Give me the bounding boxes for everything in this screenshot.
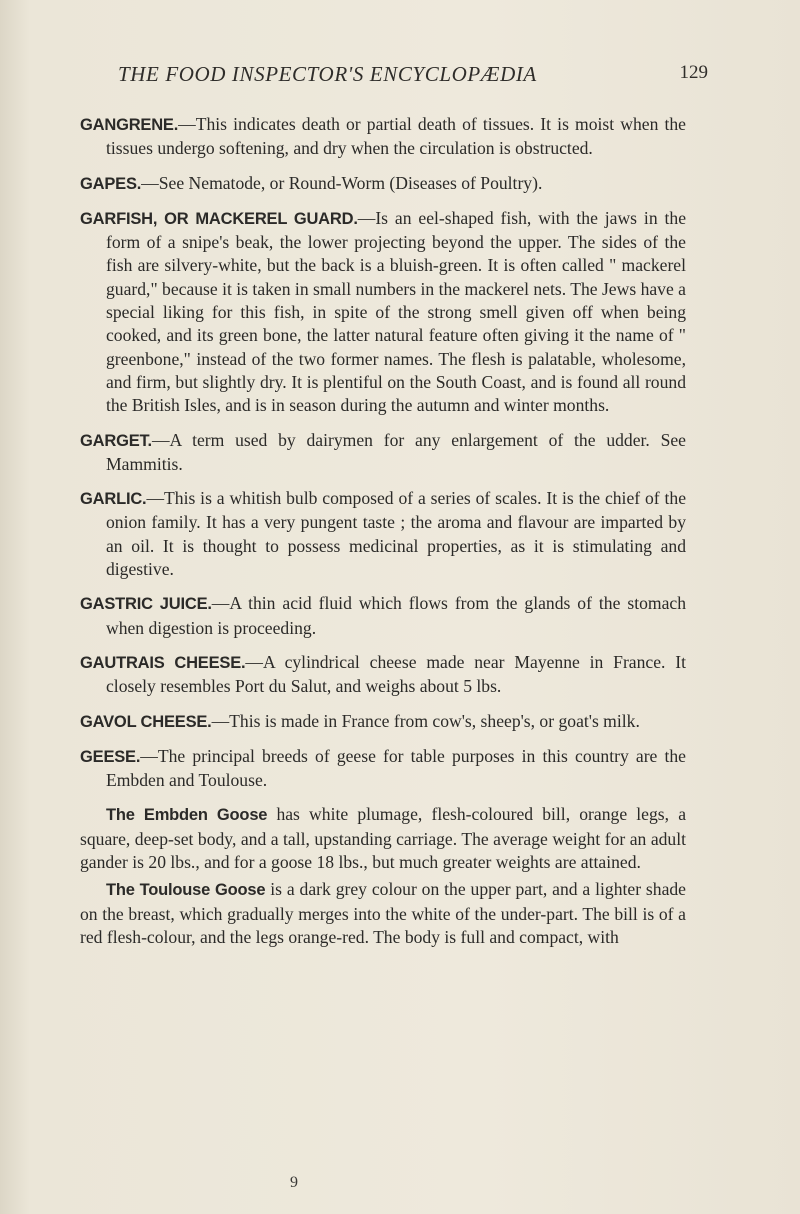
running-title: THE FOOD INSPECTOR'S ENCYCLOPÆDIA [118, 62, 537, 86]
entry-gangrene [80, 113, 686, 161]
entry-text: —This is a whitish bulb composed of a series of scales. It is the chief of the onion family. It has a very pungent taste ; the aroma and flavour are imparted by an oil. It is thought to possess medicinal properties, as it is stimulating and digestive. [106, 488, 686, 580]
headword: GARLIC. [80, 490, 147, 509]
subentry-text: has white plumage, flesh-coloured bill, orange legs, a square, deep-set body, and a tall, upstanding carriage. The average weight for an adult gander is 20 lbs., and for a goose 18 lbs., but much greater weights are attained. [80, 804, 686, 873]
entry-text: —A term used by dairymen for any enlargement of the udder. See Mammitis. [106, 429, 686, 474]
headword: GEESE. [80, 747, 141, 766]
entry-text: —This is made in France from cow's, sheep's, or goat's milk. [211, 710, 640, 731]
subheadword: The Toulouse Goose [106, 881, 266, 900]
headword: GARFISH, OR MACKEREL GUARD. [80, 209, 358, 228]
entry-gapes [80, 172, 686, 196]
entry-gavol-cheese [80, 710, 686, 734]
entry-geese [80, 745, 686, 793]
page-header [118, 62, 708, 92]
entry-gastric-juice [80, 592, 686, 640]
entry-gautrais-cheese [80, 651, 686, 699]
subentry-embden-goose [80, 803, 686, 874]
subentry-toulouse-goose [80, 878, 686, 949]
encyclopedia-text [80, 113, 686, 953]
page-number: 129 [679, 62, 708, 83]
subheadword: The Embden Goose [106, 806, 268, 825]
headword: GAVOL CHEESE. [80, 712, 212, 731]
signature-mark: 9 [290, 1174, 298, 1191]
entry-text: —The principal breeds of geese for table purposes in this country are the Embden and Toulouse. [106, 745, 686, 791]
headword: GAUTRAIS CHEESE. [80, 653, 246, 672]
headword: GAPES. [80, 174, 142, 193]
entry-garlic [80, 487, 686, 581]
headword: GANGRENE. [80, 116, 179, 134]
entry-text: —Is an eel-shaped fish, with the jaws in the form of a snipe's beak, the lower projecting beyond the upper. The sides of the fish are silvery-white, but the back is a bluish-green. It is often called " mackerel guard," because it is taken in small numbers in the mackerel nets. The Jews have a special liking for this fish, in spite of the strong smell given off when being cooked, and its green bone, the latter natural feature often giving it the name of " greenbone," instead of the two former names. The flesh is palatable, wholesome, and firm, but slightly dry. It is plentiful on the South Coast, and is found all round the British Isles, and is in season during the autumn and winter months. [106, 207, 686, 416]
entry-text: —See Nematode, or Round-Worm (Diseases of Poultry). [141, 172, 543, 193]
entry-text: —A thin acid fluid which flows from the glands of the stomach when digestion is proceeding. [106, 593, 686, 638]
entry-garfish [80, 207, 686, 418]
headword: GARGET. [80, 431, 152, 450]
entry-text: —A cylindrical cheese made near Mayenne in France. It closely resembles Port du Salut, and weighs about 5 lbs. [106, 651, 686, 697]
entry-garget [80, 429, 686, 477]
subentry-text: is a dark grey colour on the upper part, and a lighter shade on the breast, which gradually merges into the white of the under-part. The bill is of a red flesh-colour, and the legs orange-red. The body is full and compact, with [80, 879, 686, 947]
headword: GASTRIC JUICE. [80, 595, 212, 614]
entry-text: —This indicates death or partial death of tissues. It is moist when the tissues undergo softening, and dry when the circulation is obstructed. [106, 114, 686, 159]
